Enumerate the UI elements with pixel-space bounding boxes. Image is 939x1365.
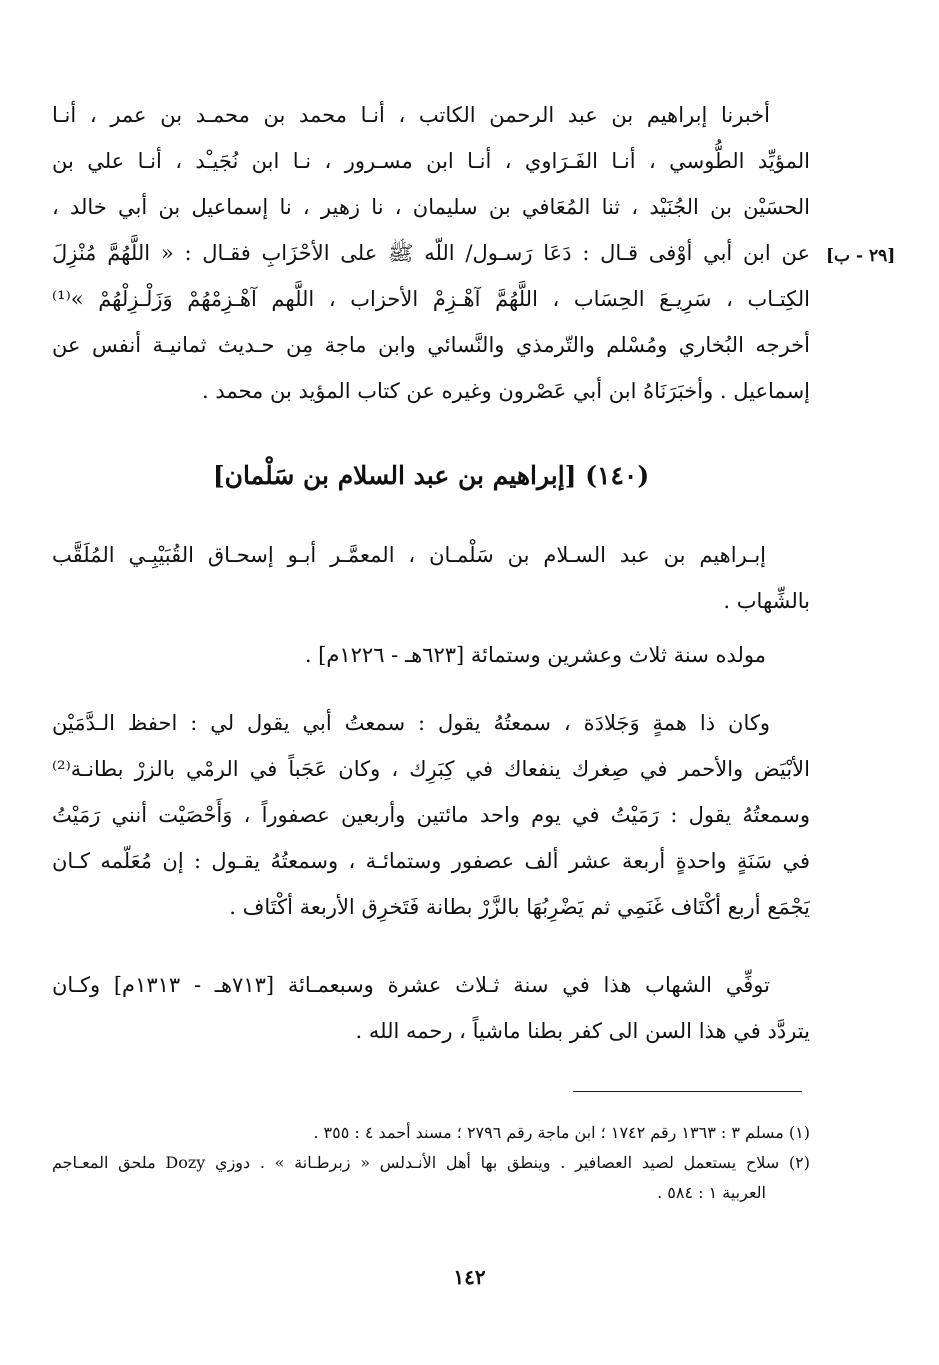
text-line: وكان ذا همةٍ وَجَلادَة ، سمعتُهُ يقول : سمعتُ أبي يقول لي : احفظ الـدَّمَيْن [52, 711, 770, 735]
footnote: (٢) سلاح يستعمل لصيد العصافير . وينطق بها أهل الأنـدلس « زبرطـانة » . دوزي Dozy ملحق المعـاجم [52, 1153, 810, 1172]
text-line: إسماعيل . وأخبَرَنَاهُ ابن أبي عَصْرون وغيره عن كتاب المؤيد بن محمد . [201, 379, 810, 403]
footnotes [52, 1118, 810, 1208]
paragraph-biography [52, 700, 810, 930]
text-line: إبـراهيم بن عبد السـلام بن سَلْمـان ، المعمَّـر أبـو إسحـاق القُبَيْبِـي المُلَقَّب [52, 543, 766, 567]
text-line: الكِتـاب ، سَرِيـعَ الحِسَاب ، اللَّهُمَّ آهْـزِمْ الأحزاب ، اللَّهم آهْـزِمْهُمْ وَزَلْـزِلْهُمْ »⁽¹⁾ [52, 287, 810, 311]
paragraph-birth [52, 632, 810, 678]
footnote: (١) مسلم ٣ : ١٣٦٣ رقم ١٧٤٢ ؛ ابن ماجة رقم ٢٧٩٦ ؛ مسند أحمد ٤ : ٣٥٥ . [313, 1123, 810, 1142]
text-line: مولده سنة ثلاث وعشرين وستمائة [٦٢٣هـ - ١٢٢٦م] . [304, 643, 766, 667]
paragraph-death [52, 962, 810, 1054]
entry-heading: (١٤٠) [إبراهيم بن عبد السلام بن سَلْمان] [212, 461, 650, 490]
text-line: عن ابن أبي أوْفى قـال : دَعَا رَسـول/ اللّه ﷺ على الأحْزَابِ فقـال : « اللَّهُمَّ مُنْزِلَ [52, 241, 810, 265]
paragraph-isnad [52, 92, 810, 414]
text-line: وسمعتُهُ يقول : رَمَيْتُ في يوم واحد مائتين وأربعين عصفوراً ، وَأَحْصَيْت أنني رَمَيْتُ [52, 803, 810, 827]
text-line: في سَنَةٍ واحدةٍ أربعة عشر ألف عصفور وستمائـة ، وسمعتُهُ يقـول : إن مُعَلّمه كـان [52, 849, 810, 873]
footnote-continuation: العربية ١ : ٥٨٤ . [657, 1183, 766, 1202]
page-number: ١٤٢ [453, 1265, 486, 1289]
text-line: الأبْيَض والأحمر في صِغرك ينفعاك في كِبَرِك ، وكان عَجَباً في الرمْي بالزرْ بطانـة⁽²⁾ [52, 757, 810, 781]
text-line: يَجْمَع أربع أكْتَاف غَنَمِي ثم يَضْرِبُهَا بالزَّرْ بطانة فَتَخرِق الأربعة أكْتَاف . [229, 895, 810, 919]
text-line: الحسَيْن بن الجُنَيْد ، ثنا المُعَافي بن سليمان ، نا زهير ، نا إسماعيل بن أبي خالد ، [52, 195, 810, 219]
text-line: أخبرنا إبراهيم بن عبد الرحمن الكاتب ، أنـا محمد بن محمـد بن عمر ، أنـا [52, 103, 770, 127]
text-line: توفِّي الشهاب هذا في سنة ثـلاث عشرة وسبعمـائة [٧١٣هـ - ١٣١٣م] وكـان [52, 973, 770, 997]
paragraph-name [52, 532, 810, 624]
folio-margin-note: [٢٩ - ب] [826, 246, 896, 266]
text-line: يتردَّد في هذا السن الى كفر بطنا ماشياً ، رحمه الله . [355, 1019, 810, 1043]
footnote-separator [573, 1091, 802, 1092]
text-line: المؤيِّد الطُّوسي ، أنـا الفَـرَاوي ، أنـا ابن مسـرور ، نـا ابن نُجَيـْد ، أنـا علي بن [52, 149, 810, 173]
text-line: أخرجه البُخاري ومُسْلم والتّرمذي والنَّسائي وابن ماجة مِن حـديث ثمانيـة أنفس عن [52, 333, 810, 357]
text-line: بالشِّهاب . [723, 589, 810, 613]
